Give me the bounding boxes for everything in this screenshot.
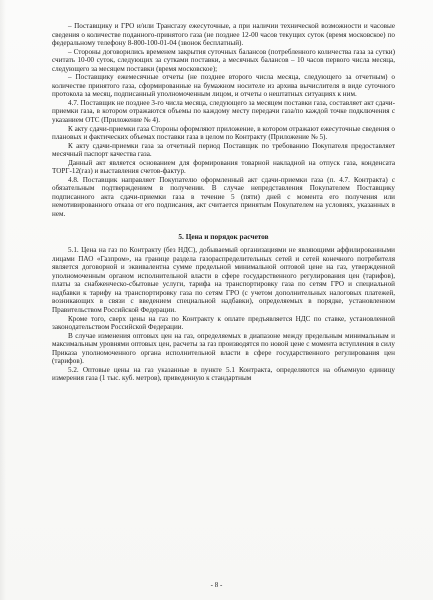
paragraph: В случае изменения оптовых цен на газ, определяемых в диапазоне между предельным минимальным и максимальным уровнями оптовых цен, расчеты за газ производятся по новой цене с момента вступления в силу Приказа уполномоченного органа исполнительной власти в сфере государственного регулирования цен (тарифов). <box>52 331 395 366</box>
paragraph: 4.8. Поставщик направляет Покупателю оформленный акт сдачи-приемки газа (п. 4.7. Контракта) с обязательным подтверждением в получении. В случае непредставления Покупателем Поставщику подписанного акта сдачи-приемки газа в течение 5 (пяти) дней с момента его получения или немотивированного отказа от его подписания, акт считается принятым Покупателем на условиях, указанных в нем. <box>52 175 395 219</box>
bottom-text-block <box>52 246 395 383</box>
paragraph: Кроме того, сверх цены на газ по Контракту к оплате предъявляется НДС по ставке, установленной законодательством Российской Федерации. <box>52 314 395 332</box>
page-number: - 8 - <box>210 581 223 590</box>
paragraph: К акту сдачи-приемки газа за отчетный период Поставщик по требованию Покупателя предоставляет месячный паспорт качества газа. <box>52 141 395 159</box>
top-text-block <box>52 22 395 219</box>
paragraph: – Стороны договорились временем закрытия суточных балансов (потребленного количества газа за сутки) считать 10-00 суток, следующих за сутками поставки, а месячных балансов – 10 часов первого числа месяца, следующего за месяцем поставки (время московское); <box>52 47 395 73</box>
paragraph: – Поставщику ежемесячные отчеты (не позднее второго числа месяца, следующего за отчетным) о количестве принятого газа, сформированные на бумажном носителе из архива вычислителя в виде суточного протокола за месяц, подписанный уполномоченным лицом, и отчеты о нештатных ситуациях к ним. <box>52 73 395 99</box>
paragraph: – Поставщику и ГРО и/или Трансгазу ежесуточные, а при наличии технической возможности и часовые сведения о количестве поданного-принятого газа (не позднее 12-00 часов текущих суток (время московское) по федеральному телефону 8-800-100-01-04 (звонок бесплатный). <box>52 22 395 48</box>
paragraph: 4.7. Поставщик не позднее 3-го числа месяца, следующего за месяцем поставки газа, составляет акт сдачи-приемки газа, в котором отражаются объемы по каждому месту передачи газа/по каждой точке подключения с указанием ОТС (Приложение № 4). <box>52 98 395 125</box>
paragraph: Данный акт является основанием для формирования товарной накладной на отпуск газа, конденсата ТОРГ-12(газ) и выставления счетов-фактур. <box>52 158 395 176</box>
page-shadow <box>0 0 6 600</box>
paragraph: К акту сдачи-приемки газа Стороны оформляют приложение, в котором отражают ежесуточные сведения о плановых и фактических объемах поставки газа в целом по Контракту (Приложение № 5). <box>52 124 395 142</box>
section-title: 5. Цена и порядок расчетов <box>178 231 269 241</box>
paragraph: 5.1. Цена на газ по Контракту (без НДС), добываемый организациями не являющими аффилированными лицами ПАО «Газпром», на границе раздела газораспределительных сетей и сетей конечного потребителя является договорной и эквивалентна сумме предельной минимальной оптовой цене на газ, утвержденной уполномоченным органом исполнительной власти в сфере государственного регулирования цен (тарифов), платы за снабженческо-сбытовые услуги, тарифа на транспортировку газа по сетям ГРО и специальной надбавки к тарифу на транспортировку газа по сетям ГРО (с учетом дополнительных налоговых платежей, возникающих в связи с введением специальной надбавки), определяемых в порядке, установленном Правительством Российской Федерации. <box>52 246 395 314</box>
paragraph: 5.2. Оптовые цены на газ указанные в пункте 5.1 Контракта, определяются на объемную единицу измерения газа (1 тыс. куб. метров), приведенную к стандартным <box>52 365 395 383</box>
